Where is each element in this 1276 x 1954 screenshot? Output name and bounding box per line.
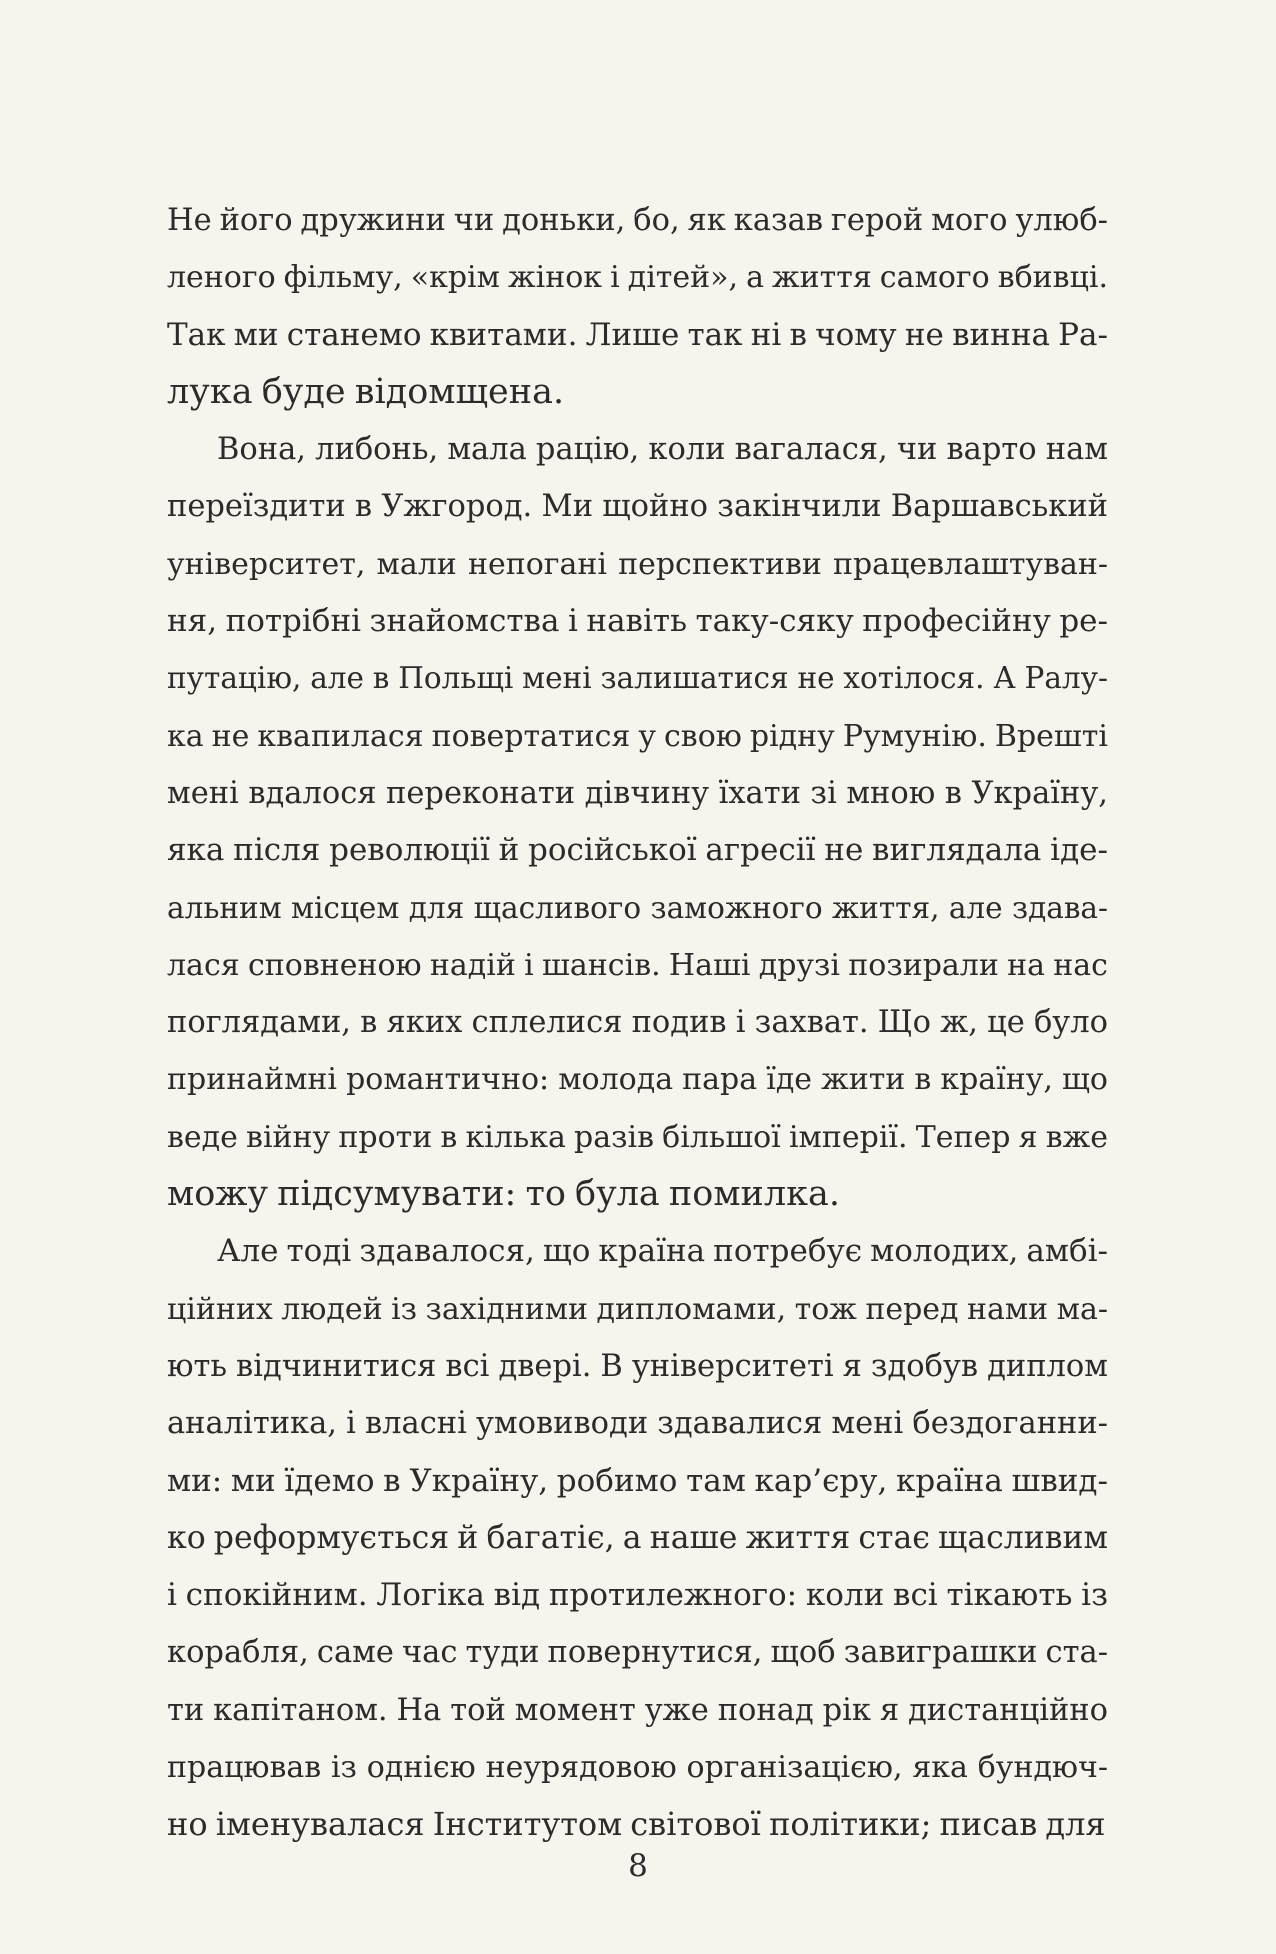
text-line: ють відчинитися всі двері. В університеті я здобув диплом (167, 1348, 1108, 1384)
text-line: університет, мали непогані перспективи працевлаштуван- (167, 546, 1108, 582)
text-line: ми: ми їдемо в Україну, робимо там кар’єру, країна швид- (167, 1462, 1108, 1499)
text-line: Але тоді здавалося, що країна потребує молодих, амбі- (217, 1233, 1108, 1270)
text-line: корабля, саме час туди повернутися, щоб завиграшки ста- (167, 1635, 1108, 1671)
text-line: ня, потрібні знайомства і навіть таку-сяку професійну ре- (167, 603, 1108, 640)
text-line: ко реформується й багатіє, а наше життя стає щасливим (167, 1519, 1108, 1556)
text-line: Вона, либонь, мала рацію, коли вагалася, чи варто нам (217, 432, 1108, 468)
paragraph (167, 192, 1108, 421)
text-line: Не його дружини чи доньки, бо, як казав герой мого улюб- (167, 203, 1108, 238)
text-line: працював із однією неурядовою організацією, яка бундюч- (167, 1750, 1108, 1786)
body-text (167, 192, 1108, 1854)
text-line: можу підсумувати: то була помилка. (167, 1174, 840, 1215)
text-line: ка не квапилася повертатися у свою рідну Румунію. Врешті (167, 718, 1108, 754)
text-line: альним місцем для щасливого заможного життя, але здава- (167, 890, 1108, 925)
page-number: 8 (628, 1848, 648, 1884)
text-line: Так ми станемо квитами. Лише так ні в чому не винна Ра- (167, 316, 1108, 353)
text-line: аналітика, і власні умовиводи здавалися мені бездоганни- (167, 1406, 1108, 1442)
text-line: но іменувалася Інститутом світової політики; писав для (167, 1805, 1106, 1844)
text-line: поглядами, в яких сплелися подив і захват. Що ж, це було (167, 1005, 1108, 1041)
paragraph (167, 421, 1108, 1223)
text-line: путацію, але в Польщі мені залишатися не хотілося. А Ралу- (167, 661, 1108, 696)
text-line: леного фільму, «крім жінок і дітей», а життя самого вбивці. (167, 260, 1108, 296)
text-line: мені вдалося переконати дівчину їхати зі мною в Україну, (167, 775, 1108, 811)
text-line: принаймні романтично: молода пара їде жити в країну, що (167, 1062, 1108, 1098)
text-line: переїздити в Ужгород. Ми щойно закінчили Варшавський (167, 489, 1108, 525)
text-line: яка після революції й російської агресії не виглядала іде- (167, 832, 1108, 869)
text-line: ти капітаном. На той момент уже понад рік я дистанційно (167, 1692, 1108, 1728)
text-line: ційних людей із західними дипломами, тож перед нами ма- (167, 1291, 1108, 1327)
text-line: веде війну проти в кілька разів більшої імперії. Тепер я вже (167, 1119, 1108, 1155)
paragraph (167, 1223, 1108, 1853)
text-line: лука буде відомщена. (167, 371, 565, 412)
text-line: і спокійним. Логіка від протилежного: коли всі тікають із (167, 1577, 1108, 1614)
text-line: лася сповненою надій і шансів. Наші друзі позирали на нас (167, 947, 1108, 983)
